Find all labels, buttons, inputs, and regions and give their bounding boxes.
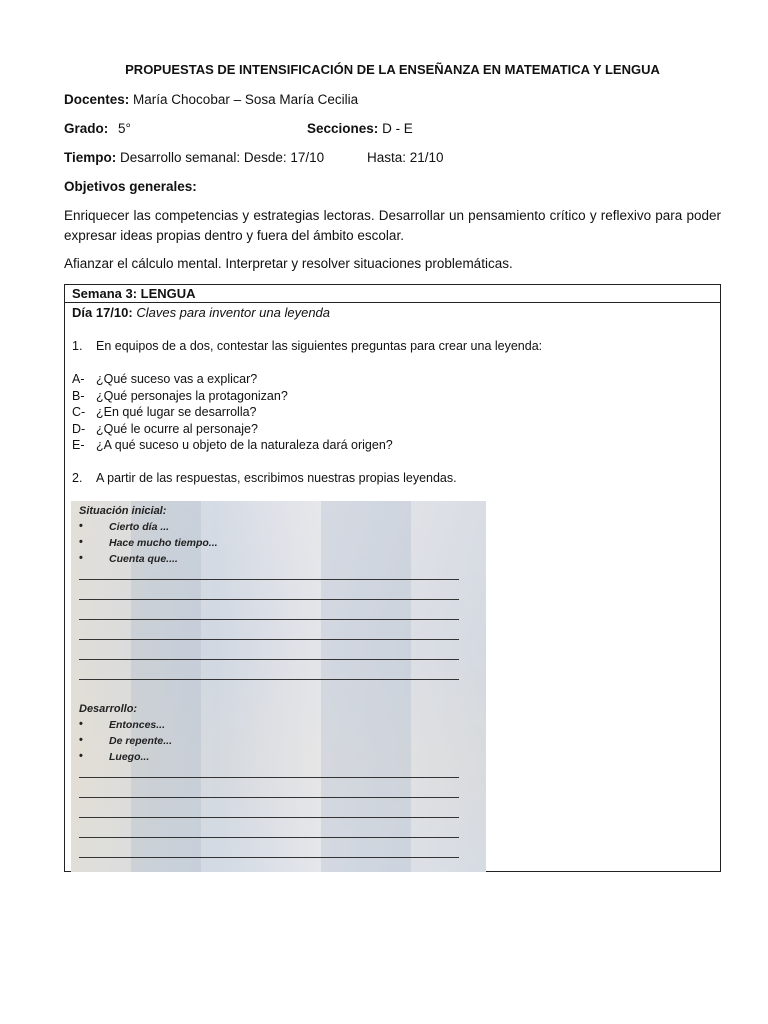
tiempo-value: Desarrollo semanal: Desde: 17/10 [120, 150, 325, 165]
bullet-icon: • [79, 718, 83, 730]
day-label: Día 17/10: [72, 305, 133, 320]
writing-line [79, 579, 459, 580]
worksheet-image [71, 501, 486, 872]
writing-line [79, 857, 459, 858]
writing-line [79, 679, 459, 680]
bullet-icon: • [79, 536, 83, 548]
bullet-icon: • [79, 750, 83, 762]
step-1-number: 1. [72, 339, 83, 353]
worksheet-prompt: Cuenta que.... [109, 553, 178, 565]
week-title: Semana 3: LENGUA [65, 285, 720, 303]
activity-box [64, 284, 721, 872]
question-letter: A- [72, 372, 85, 386]
step-1 [72, 339, 542, 353]
objetivo-paragraph-2: Afianzar el cálculo mental. Interpretar y resolver situaciones problemáticas. [64, 256, 513, 271]
writing-line [79, 599, 459, 600]
question-text: ¿Qué personajes la protagonizan? [96, 388, 288, 403]
tiempo-label: Tiempo: [64, 150, 117, 165]
day-subtitle: Claves para inventor una leyenda [136, 305, 331, 320]
bullet-icon: • [79, 520, 83, 532]
bullet-icon: • [79, 734, 83, 746]
worksheet-section-title: Situación inicial: [79, 505, 167, 517]
step-2-text: A partir de las respuestas, escribimos nuestras propias leyendas. [96, 471, 457, 485]
question-letter: E- [72, 438, 85, 452]
secciones-value: D - E [382, 121, 413, 136]
writing-line [79, 619, 459, 620]
worksheet-section-title: Desarrollo: [79, 703, 138, 715]
question-text: ¿Qué le ocurre al personaje? [96, 421, 258, 436]
question-text: ¿Qué suceso vas a explicar? [96, 372, 258, 386]
tiempo-line [64, 150, 324, 165]
list-item [72, 371, 393, 388]
worksheet-prompt: De repente... [109, 735, 173, 747]
writing-line [79, 639, 459, 640]
question-text: ¿En qué lugar se desarrolla? [96, 405, 257, 419]
worksheet-prompt: Luego... [109, 751, 150, 763]
question-letter: B- [72, 388, 85, 403]
step-2-number: 2. [72, 471, 83, 485]
writing-line [79, 817, 459, 818]
grado-line [64, 121, 131, 136]
docentes-value: María Chocobar – Sosa María Cecilia [133, 92, 359, 107]
worksheet-prompt: Entonces... [109, 719, 166, 731]
hasta-value: Hasta: 21/10 [367, 150, 444, 165]
grado-value: 5° [118, 121, 131, 136]
objetivo-paragraph-1: Enriquecer las competencias y estrategias lectoras. Desarrollar un pensamiento crítico y reflexivo para poder expresar ideas propias dentro y fuera del ámbito escolar. [64, 208, 721, 243]
worksheet-prompt: Hace mucho tiempo... [109, 537, 218, 549]
list-item [72, 421, 393, 438]
docentes-line [64, 92, 358, 107]
question-letter: C- [72, 405, 86, 419]
step-1-text: En equipos de a dos, contestar las siguientes preguntas para crear una leyenda: [96, 339, 543, 353]
list-item [72, 388, 393, 405]
writing-line [79, 797, 459, 798]
secciones-label: Secciones: [307, 121, 379, 136]
bullet-icon: • [79, 552, 83, 564]
docentes-label: Docentes: [64, 92, 130, 107]
writing-line [79, 837, 459, 838]
question-list [72, 371, 393, 454]
objetivos-label: Objetivos generales: [64, 179, 197, 194]
document-title: PROPUESTAS DE INTENSIFICACIÓN DE LA ENSEÑANZA EN MATEMATICA Y LENGUA [125, 62, 660, 77]
writing-line [79, 777, 459, 778]
question-text: ¿A qué suceso u objeto de la naturaleza dará origen? [96, 438, 393, 452]
secciones-line [307, 121, 413, 136]
writing-line [79, 659, 459, 660]
list-item [72, 437, 393, 454]
worksheet-prompt: Cierto día ... [109, 521, 170, 533]
list-item [72, 404, 393, 421]
step-2 [72, 471, 457, 485]
day-heading [72, 305, 330, 320]
grado-label: Grado: [64, 121, 109, 136]
question-letter: D- [72, 421, 86, 436]
